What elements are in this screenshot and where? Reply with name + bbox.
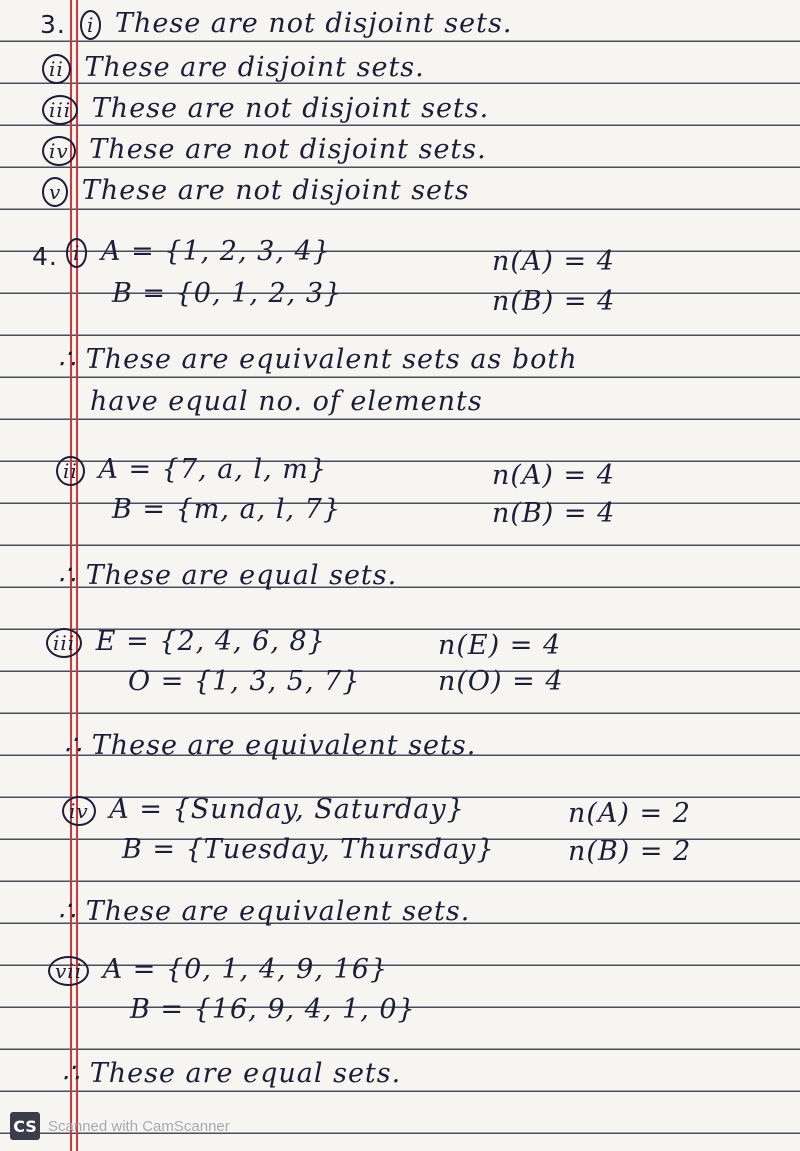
q4-part-2-count-b: n(B) = 4 [492,498,616,529]
q4-part-1-line1 [66,238,331,268]
q3-item-1 [80,10,512,40]
q3-item-4-roman: iv [42,136,76,166]
q4-part-3-count-e: n(E) = 4 [438,630,562,661]
q3-item-5-text: These are not disjoint sets [81,175,470,206]
q3-item-2-roman: ii [42,54,71,84]
q4-part-4-count-a: n(A) = 2 [568,798,691,829]
q4-part-3-roman: iii [46,628,82,658]
q4-part-4-roman: iv [62,796,96,826]
q4-part-4-count-b: n(B) = 2 [568,836,692,867]
q4-part-3-conclusion: ∴ These are equivalent sets. [64,730,477,761]
q4-part-1-count-a: n(A) = 4 [492,246,615,277]
q4-part-4-set-b: B = {Tuesday, Thursday} [122,834,495,865]
q3-item-4 [42,136,487,166]
q3-item-3-text: These are not disjoint sets. [91,93,490,124]
q4-part-2-set-a: A = {7, a, l, m} [98,454,328,485]
q4-part-2-roman: ii [56,456,85,486]
q4-part-2-conclusion: ∴ These are equal sets. [58,560,398,591]
q4-part-4-set-a: A = {Sunday, Saturday} [109,794,465,825]
q4-part-5-set-b: B = {16, 9, 4, 1, 0} [130,994,416,1025]
q4-part-5-set-a: A = {0, 1, 4, 9, 16} [102,954,389,985]
q4-part-1-roman: i [66,238,87,268]
q3-item-2 [42,54,425,84]
q4-part-1-set-b: B = {0, 1, 2, 3} [112,278,343,309]
q4-part-4-line1 [62,796,465,826]
q4-part-4-conclusion: ∴ These are equivalent sets. [58,896,471,927]
q4-part-5-conclusion: ∴ These are equal sets. [62,1058,402,1089]
q3-item-3 [42,95,489,125]
q3-item-1-text: These are not disjoint sets. [115,8,513,39]
camscanner-logo: CS [10,1112,40,1140]
q3-item-5-roman: v [42,177,68,207]
q3-item-4-text: These are not disjoint sets. [89,134,487,165]
q4-part-3-set-e: E = {2, 4, 6, 8} [95,626,326,657]
q4-part-2-set-b: B = {m, a, l, 7} [112,494,341,525]
q3-item-5 [42,177,470,207]
q4-part-3-count-o: n(O) = 4 [438,666,564,697]
camscanner-watermark [10,1112,230,1140]
question-3-number: 3. [40,10,66,39]
q4-part-1-set-a: A = {1, 2, 3, 4} [101,236,331,267]
q4-part-2-line1 [56,456,327,486]
q4-part-1-conclusion-1: ∴ These are equivalent sets as both [58,344,578,375]
q4-part-3-set-o: O = {1, 3, 5, 7} [128,666,361,697]
q3-item-1-roman: i [80,10,101,40]
q3-item-3-roman: iii [42,95,78,125]
camscanner-text: Scanned with CamScanner [48,1117,230,1135]
q4-part-1-count-b: n(B) = 4 [492,286,616,317]
q4-part-5-roman: vii [48,956,89,986]
q4-part-5-line1 [48,956,388,986]
q4-part-2-count-a: n(A) = 4 [492,460,615,491]
question-4-number: 4. [32,242,58,271]
q4-part-3-line1 [46,628,326,658]
q4-part-1-conclusion-2: have equal no. of elements [90,386,483,417]
q3-item-2-text: These are disjoint sets. [84,52,425,83]
